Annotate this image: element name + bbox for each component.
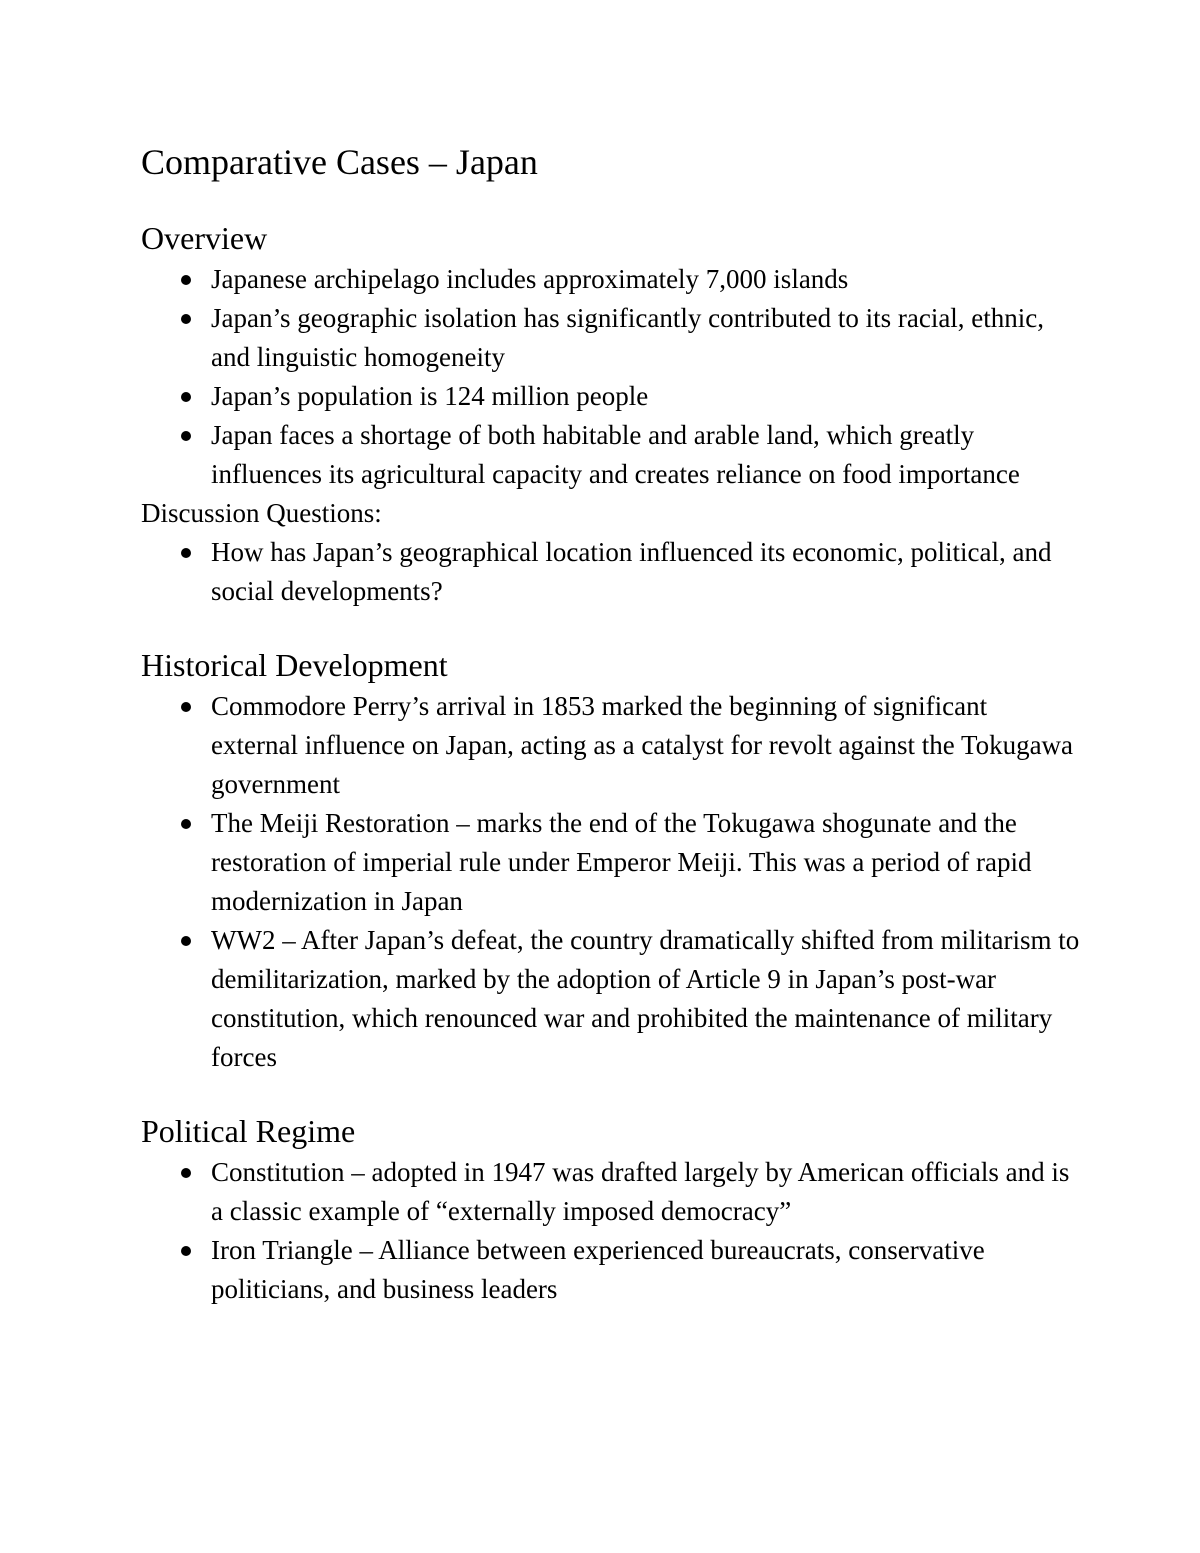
bullet-icon <box>181 702 191 712</box>
list-item <box>141 804 1100 921</box>
discussion-questions-label: Discussion Questions: <box>141 498 382 528</box>
document-title: Comparative Cases – Japan <box>141 142 538 182</box>
list-item <box>141 1231 1100 1309</box>
bullet-icon <box>181 819 191 829</box>
list-item <box>141 533 1100 611</box>
bullet-icon <box>181 392 191 402</box>
list-item <box>141 260 1100 299</box>
bullet-icon <box>181 936 191 946</box>
list-item <box>141 1153 1100 1231</box>
list-item-text: Japan faces a shortage of both habitable and arable land, which greatly influences its agricultural capacity and creates reliance on food importance <box>211 420 1020 489</box>
section-overview <box>141 218 1100 611</box>
list-item-text: Japan’s geographic isolation has significantly contributed to its racial, ethnic, and linguistic homogeneity <box>211 303 1045 372</box>
list-item-text: WW2 – After Japan’s defeat, the country dramatically shifted from militarism to demilitarization, marked by the adoption of Article 9 in Japan’s post-war constitution, which renounced war and prohibited the maintenance of military forces <box>211 925 1080 1072</box>
list-item-text: The Meiji Restoration – marks the end of the Tokugawa shogunate and the restoration of imperial rule under Emperor Meiji. This was a period of rapid modernization in Japan <box>211 808 1032 916</box>
list-item-text: How has Japan’s geographical location influenced its economic, political, and social developments? <box>211 537 1052 606</box>
bullet-icon <box>181 1246 191 1256</box>
bullet-icon <box>181 314 191 324</box>
list-item-text: Iron Triangle – Alliance between experienced bureaucrats, conservative politicians, and business leaders <box>211 1235 985 1304</box>
bullet-list <box>141 1153 1100 1309</box>
section-heading: Historical Development <box>141 647 448 683</box>
bullet-icon <box>181 1168 191 1178</box>
section-heading: Overview <box>141 220 268 256</box>
bullet-icon <box>181 275 191 285</box>
bullet-list <box>141 687 1100 1077</box>
section-political-regime <box>141 1111 1100 1309</box>
bullet-list <box>141 260 1100 494</box>
list-item <box>141 377 1100 416</box>
section-heading: Political Regime <box>141 1113 356 1149</box>
section-historical-development <box>141 645 1100 1077</box>
list-item <box>141 921 1100 1077</box>
list-item-text: Japanese archipelago includes approximately 7,000 islands <box>211 264 849 294</box>
discussion-question-list <box>141 533 1100 611</box>
list-item <box>141 299 1100 377</box>
bullet-icon <box>181 431 191 441</box>
bullet-icon <box>181 548 191 558</box>
list-item-text: Commodore Perry’s arrival in 1853 marked the beginning of significant external influence on Japan, acting as a catalyst for revolt against the Tokugawa government <box>211 691 1074 799</box>
list-item-text: Japan’s population is 124 million people <box>211 381 649 411</box>
list-item-text: Constitution – adopted in 1947 was drafted largely by American officials and is a classic example of “externally imposed democracy” <box>211 1157 1070 1226</box>
list-item <box>141 416 1100 494</box>
list-item <box>141 687 1100 804</box>
